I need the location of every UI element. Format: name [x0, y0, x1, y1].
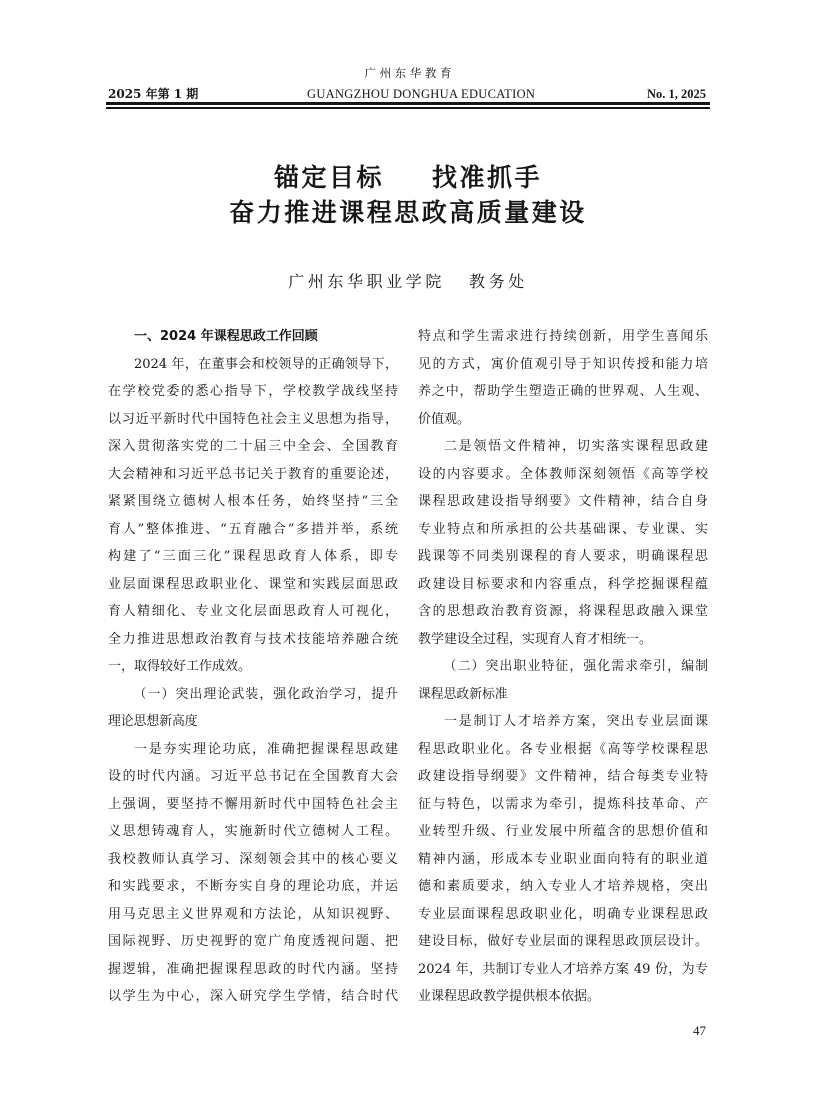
paragraph-line: 大会精神和习近平总书记关于教育的重要论述， — [108, 466, 398, 482]
paragraph-line: 一是制订人才培养方案，突出专业层面课 — [444, 714, 708, 729]
paragraph-line: 全力推进思想政治教育与技术技能培养融合统 — [108, 631, 398, 647]
article-author — [0, 270, 816, 294]
article-title-line-2: 奋力推进课程思政高质量建设 — [229, 198, 587, 227]
paragraph-line: 业层面课程思政职业化、课堂和实践层面思政 — [108, 576, 398, 592]
paragraph-line: 征与特色，以需求为牵引，提炼科技革命、产 — [418, 796, 708, 812]
subsection-heading: 课程思政新标准 — [418, 686, 508, 702]
paragraph-line: 义思想铸魂育人，实施新时代立德树人工程。 — [108, 824, 398, 839]
paragraph-line: 精神内涵，形成本专业职业面向特有的职业道 — [418, 851, 708, 867]
paragraph-line: 业转型升级、行业发展中所蕴含的思想价值和 — [418, 824, 708, 839]
paragraph-line: 含的思想政治教育资源，将课程思政融入课堂 — [418, 604, 708, 619]
paragraph-line: 一是夯实理论功底，准确把握课程思政建 — [134, 741, 398, 757]
article-title-line-1 — [0, 161, 816, 195]
subsection-heading: （二）突出职业特征，强化需求牵引，编制 — [443, 659, 708, 674]
paragraph-line: 政建设目标要求和内容重点，科学挖掘课程蕴 — [418, 576, 708, 592]
page-number: 47 — [693, 1023, 706, 1038]
title-part-2: 找准抓手 — [432, 163, 543, 192]
paragraph-line: 育人”整体推进、“五育融合”多措并举，系统 — [108, 521, 398, 537]
paragraph-line: 紧紧围绕立德树人根本任务，始终坚持“三全 — [108, 494, 398, 509]
paragraph-line: 以学生为中心，深入研究学生学情，结合时代 — [108, 989, 398, 1004]
paragraph-line: 二是领悟文件精神，切实落实课程思政建 — [444, 439, 708, 454]
paragraph-line: 握逻辑，准确把握课程思政的时代内涵。坚持 — [108, 961, 398, 977]
subsection-heading: 理论思想新高度 — [108, 714, 198, 729]
header-rule — [106, 102, 710, 109]
journal-name-cn: 广州东华教育 — [364, 66, 456, 80]
paragraph-line: 构建了“三面三化”课程思政育人体系，即专 — [108, 549, 398, 564]
paragraph-line: 在学校党委的悉心指导下，学校教学战线坚持 — [108, 384, 398, 399]
paragraph-line: 用马克思主义世界观和方法论，从知识视野、 — [108, 906, 398, 922]
paragraph-line: 课程思政建设指导纲要》文件精神，结合自身 — [418, 494, 708, 509]
paragraph-line: 2024 年，共制订专业人才培养方案 49 份，为专 — [418, 961, 708, 977]
paragraph-line: 德和素质要求，纳入专业人才培养规格，突出 — [418, 879, 708, 894]
paragraph-line: 程思政职业化。各专业根据《高等学校课程思 — [418, 741, 708, 757]
paragraph-line: 一，取得较好工作成效。 — [108, 659, 252, 674]
subsection-heading: （一）突出理论武装，强化政治学习，提升 — [133, 686, 398, 702]
right-column — [418, 323, 708, 1011]
paragraph-line: 政建设指导纲要》文件精神，结合每类专业特 — [418, 769, 708, 784]
paragraph-line: 专业特点和所承担的公共基础课、专业课、实 — [418, 521, 708, 537]
paragraph-line: 以习近平新时代中国特色社会主义思想为指导， — [108, 411, 398, 427]
paragraph-line: 特点和学生需求进行持续创新，用学生喜闻乐 — [418, 329, 708, 344]
issue-label-en: No. 1, 2025 — [646, 87, 706, 101]
paragraph-line: 专业层面课程思政职业化，明确专业课程思政 — [418, 906, 708, 922]
paragraph-line: 业课程思政教学提供根本依据。 — [418, 989, 601, 1004]
paragraph-line: 育人精细化、专业文化层面思政育人可视化， — [108, 604, 398, 619]
paragraph-line: 2024 年，在董事会和校领导的正确领导下， — [134, 356, 398, 372]
title-part-1: 锚定目标 — [273, 163, 384, 192]
paragraph-line: 我校教师认真学习、深刻领会其中的核心要义 — [108, 851, 398, 867]
paragraph-line: 深入贯彻落实党的二十届三中全会、全国教育 — [108, 439, 398, 454]
paragraph-line: 上强调，要坚持不懈用新时代中国特色社会主 — [108, 796, 398, 812]
paragraph-line: 养之中，帮助学生塑造正确的世界观、人生观、 — [418, 384, 708, 399]
section-heading: 一、2024 年课程思政工作回顾 — [134, 329, 318, 344]
paragraph-line: 价值观。 — [418, 411, 471, 427]
paragraph-line: 践课等不同类别课程的育人要求，明确课程思 — [418, 549, 708, 564]
journal-name-en: GUANGZHOU DONGHUA EDUCATION — [307, 87, 536, 101]
paragraph-line: 见的方式，寓价值观引导于知识传授和能力培 — [418, 356, 708, 372]
left-column — [108, 323, 398, 1011]
paragraph-line: 和实践要求，不断夯实自身的理论功底，并运 — [108, 879, 398, 894]
author-institution: 广州东华职业学院 — [288, 272, 445, 291]
paragraph-line: 教学建设全过程，实现育人育才相统一。 — [418, 631, 653, 647]
paragraph-line: 建设目标，做好专业层面的课程思政顶层设计。 — [418, 934, 708, 949]
paragraph-line: 国际视野、历史视野的宽广角度透视问题、把 — [108, 934, 398, 949]
author-department: 教务处 — [469, 272, 528, 291]
issue-label-cn: 2025 年第 1 期 — [108, 87, 199, 101]
paragraph-line: 设的内容要求。全体教师深刻领悟《高等学校 — [418, 466, 708, 482]
paragraph-line: 设的时代内涵。习近平总书记在全国教育大会 — [108, 769, 398, 784]
